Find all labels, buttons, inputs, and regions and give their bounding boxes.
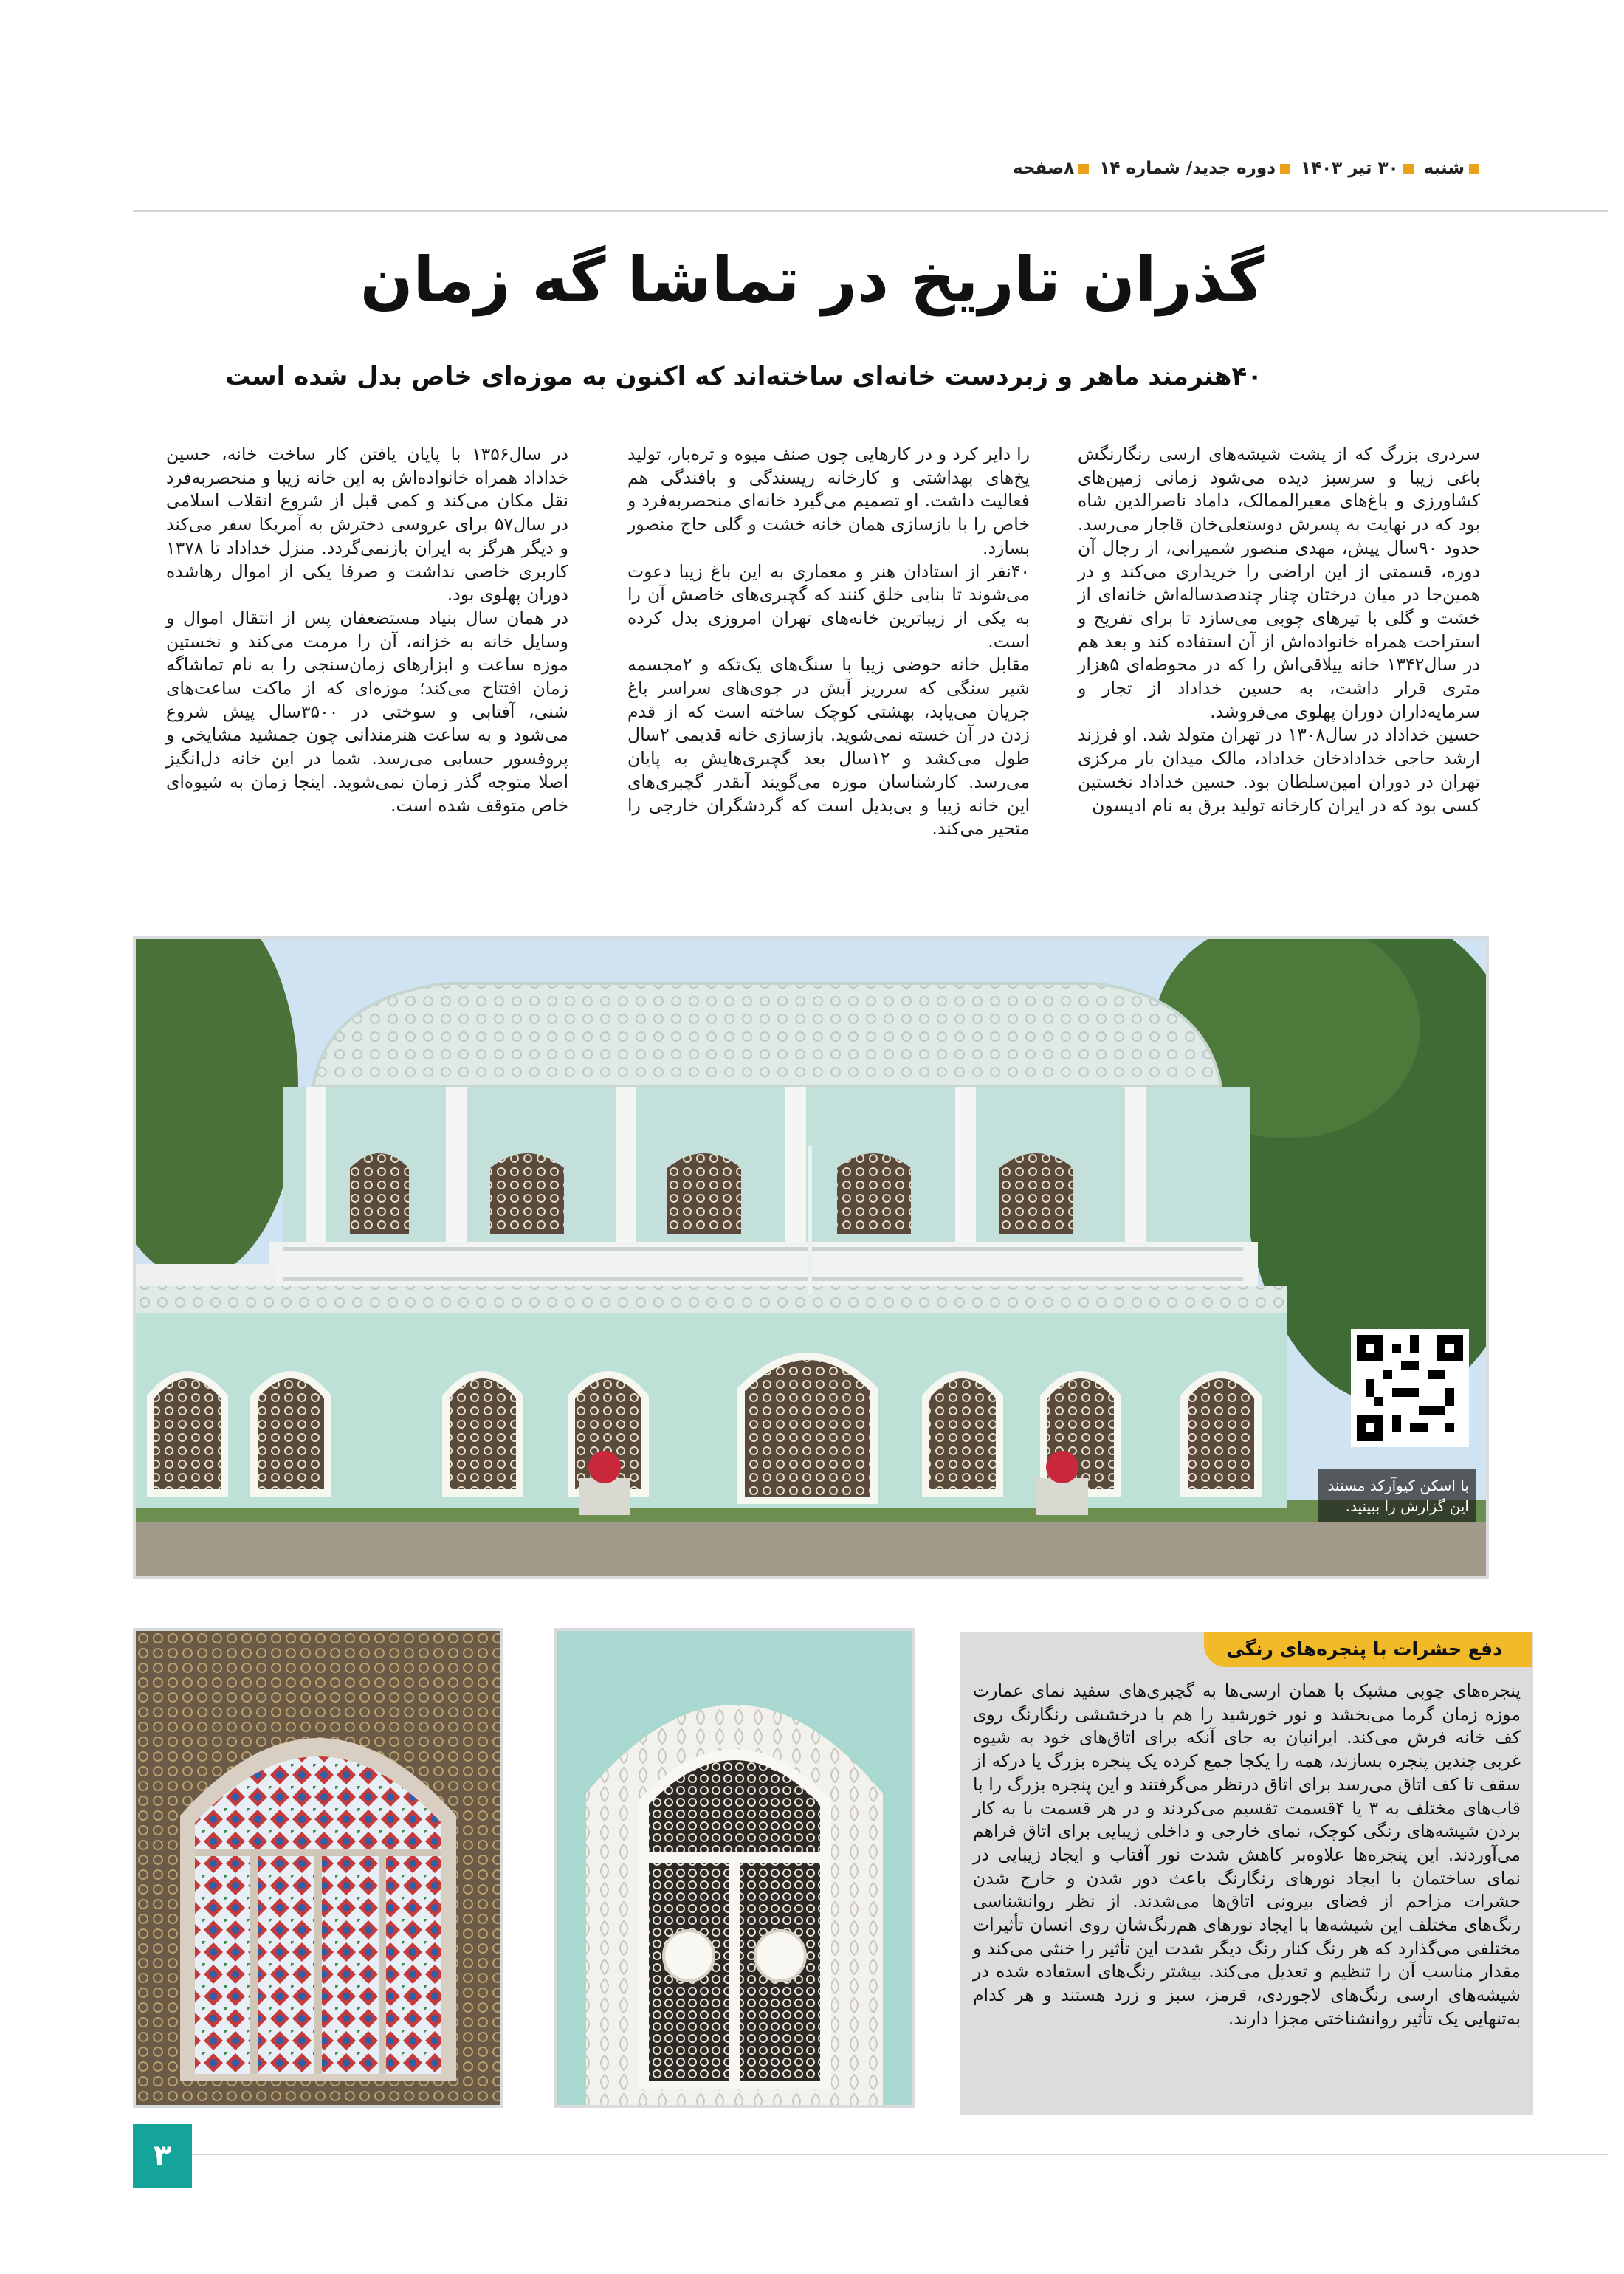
- issue-date: ۳۰ تیر ۱۴۰۳: [1301, 159, 1399, 178]
- building-illustration: [136, 939, 1486, 1576]
- paragraph: در همان سال بنیاد مستضعفان پس از انتقال اموال و وسایل خانه به خزانه، آن را مرمت می‌کند و نخستین موزه ساعت و ابزارهای زمان‌سنجی را به نام تماشاگه زمان افتتاح می‌کند؛ موزه‌ای که از ماکت ساعت‌های شنی، آفتابی و سوختی در ۳۵۰۰سال پیش شروع می‌شود و به ساعت هنرمندانی چون جمشید مشایخی و پروفسور حسابی می‌رسد. شما در این خانه دل‌انگیز اصلا متوجه گذر زمان نمی‌شوید. اینجا زمان به شیوه‌ای خاص متوقف شده است.: [166, 607, 568, 816]
- issue-day: شنبه: [1423, 159, 1465, 178]
- qr-code[interactable]: [1351, 1329, 1469, 1447]
- paragraph: مقابل خانه حوضی زیبا با سنگ‌های یک‌تکه و ۲مجسمه شیر سنگی که سرریز آبش در جوی‌های سراسر باغ جریان می‌یابد، بهشتی کوچک ساخته است که از قدم زدن در آن خسته نمی‌شوید. بازسازی خانه قدیمی ۲سال طول می‌کشد و ۱۲سال بعد گچبری‌هایش به پایان می‌رسد. کارشناسان موزه می‌گویند آنقدر گچبری‌های این خانه زیبا و بی‌بدیل است که گردشگران خارجی را متحیر می‌کند.: [627, 654, 1030, 839]
- page-number-badge: ۳: [133, 2124, 192, 2188]
- bullet-square-icon: [1280, 164, 1290, 174]
- article-column-1: [1078, 443, 1480, 817]
- paragraph: را دایر کرد و در کارهایی چون صنف میوه و تره‌بار، تولید یخ‌های بهداشتی و کارخانه ریسندگی و بافندگی هم فعالیت داشت. او تصمیم می‌گیرد خانه‌ای منحصربه‌فرد و خاص را با بازسازی همان خانه خشت و گلی حاج منصور بسازد.: [627, 444, 1030, 558]
- paragraph: پنجره‌های چوبی مشبک با همان ارسی‌ها به گچبری‌های سفید نمای عمارت موزه زمان گرما می‌بخشد و نور خورشید را هم با درخششی رنگارنگ روی کف خانه فرش می‌کند. ایرانیان به جای آنکه برای اتاق‌های خود به شیوه غربی چندین پنجره بسازند، همه را یکجا جمع کرده یک پنجره بزرگ یا درکه از سقف تا کف اتاق می‌رسد برای اتاق درنظر می‌گرفتند و این پنجره بزرگ را با قاب‌های مختلف به ۳ یا ۴قسمت تقسیم می‌کردند و در هر قسمت با به کار بردن شیشه‌های رنگی کوچک، نمای خارجی و داخلی زیبایی برای اتاق فراهم می‌آوردند. این پنجره‌ها علاوه‌بر کاهش شدت نور آفتاب و ایجاد زیبایی در نمای ساختمان با ایجاد نورهای رنگارنگ باعث دور شدن و خارج شدن حشرات مزاحم از فضای بیرونی اتاق‌ها می‌شدند. از نظر روانشناسی رنگ‌های مختلف این شیشه‌ها با ایجاد نورهای هم‌رنگ‌شان روی انسان تأثیرات مختلفی می‌گذارد که هر رنگ کنار رنگ دیگر شدت این تأثیر را خنثی می‌کند و مقدار مناسب آن را تنظیم و تعدیل می‌کند. بیشتر رنگ‌های استفاده شده در شیشه‌های ارسی رنگ‌های لاجوردی، قرمز، سبز و زرد هستند و هر کدام به‌تنهایی یک تأثیر روانشناختی مجزا دارند.: [973, 1680, 1521, 2029]
- qr-caption: با اسکن کیوآرکد مستند این گزارش را ببینید.: [1318, 1469, 1476, 1522]
- article-column-2: [627, 443, 1030, 841]
- paragraph: سردری بزرگ که از پشت شیشه‌های ارسی رنگارنگش باغی زیبا و سرسبز دیده می‌شود زمانی زمین‌های کشاورزی و باغ‌های معیرالممالک، داماد ناصرالدین شاه بود که در نهایت به پسرش دوستعلی‌خان قاجار می‌رسد. حدود ۹۰سال پیش، مهدی منصور شمیرانی، از رجال آن دوره، قسمتی از این اراضی را خریداری می‌کند و در همین‌جا در میان درختان چنار چندصدساله‌اش خانه‌ای از خشت و گلی با تیرهای چوبی می‌سازد تا برای تفریح و استراحت همراه خانواده‌اش از آن استفاده کند و بعد هم در سال۱۳۴۲ خانه ییلاقی‌اش را که در محوطه‌ای ۵هزار متری قرار داشت، به حسین خداداد از تجار و سرمایه‌داران دوران پهلوی می‌فروشد.: [1078, 444, 1480, 722]
- stained-glass-illustration: [136, 1631, 500, 2105]
- carved-window-photo: [554, 1628, 915, 2108]
- footer-divider: [192, 2154, 1608, 2155]
- bullet-square-icon: [1078, 164, 1089, 174]
- museum-building-photo: [133, 936, 1489, 1579]
- bullet-square-icon: [1469, 164, 1479, 174]
- article-title: گذران تاریخ در تماشا گه زمان: [359, 244, 1265, 316]
- paragraph: حسین خداداد در سال۱۳۰۸ در تهران متولد شد. او فرزند ارشد حاجی خدادادخان خداداد، مالک میدان بار مرکزی تهران در دوران امین‌سلطان بود. حسین خداداد نخستین کسی بود که در ایران کارخانه تولید برق به نام ادیسون: [1078, 724, 1480, 816]
- page-count: ۸صفحه: [1012, 159, 1075, 178]
- paragraph: در سال۱۳۵۶ با پایان یافتن کار ساخت خانه، حسین خداداد همراه خانواده‌اش به این خانه زیبا و منحصربه‌فرد نقل مکان می‌کند و کمی قبل از شروع انقلاب اسلامی در سال۵۷ برای عروسی دخترش به آمریکا سفر می‌کند و دیگر هرگز به ایران بازنمی‌گردد. منزل خداداد تا ۱۳۷۸ کاربری خاصی نداشت و صرفا یکی از اموال رهاشده دوران پهلوی بود.: [166, 444, 568, 605]
- issue-number: دوره جدید/ شماره ۱۴: [1099, 159, 1276, 178]
- article-subtitle: ۴۰هنرمند ماهر و زبردست خانه‌ای ساخته‌اند که اکنون به موزه‌ای خاص بدل شده است: [225, 362, 1262, 391]
- article-column-3: [166, 443, 568, 817]
- header-divider: [133, 210, 1608, 212]
- stained-glass-window-photo: [133, 1628, 503, 2108]
- sidebar-title: دفع حشرات با پنجره‌های رنگی: [1204, 1632, 1532, 1667]
- carved-window-illustration: [557, 1631, 912, 2105]
- bullet-square-icon: [1403, 164, 1414, 174]
- sidebar-text: [973, 1680, 1521, 2031]
- paragraph: ۴۰نفر از استادان هنر و معماری به این باغ زیبا دعوت می‌شوند تا بنایی خلق کنند که گچبری‌های خاصش آن را به یکی از زیباترین خانه‌های تهران امروزی بدل کرده است.: [627, 560, 1030, 652]
- qr-code-icon: [1357, 1335, 1463, 1441]
- issue-info-bar: [1013, 159, 1484, 178]
